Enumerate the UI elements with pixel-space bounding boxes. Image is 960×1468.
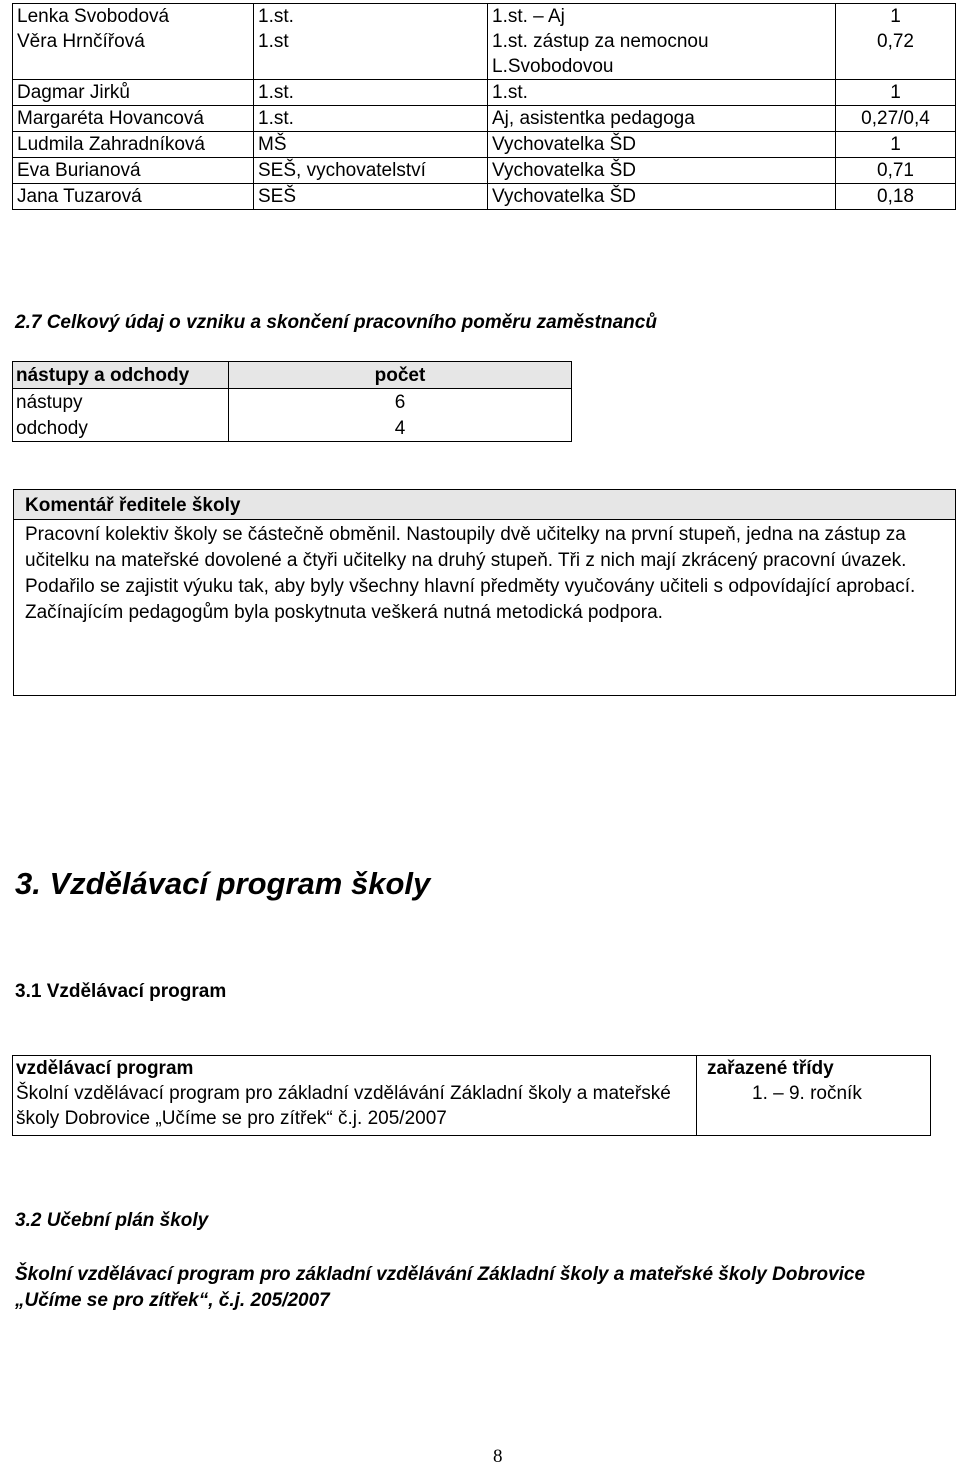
table-row <box>13 415 572 442</box>
staff-row <box>13 106 956 132</box>
staff-row <box>13 158 956 184</box>
staff-position <box>488 106 836 132</box>
row-label: odchody <box>13 415 229 442</box>
table-row <box>13 1081 931 1136</box>
staff-position-line: 1.st. <box>492 82 528 103</box>
staff-fte-line: 1 <box>890 6 901 27</box>
staff-position-line: 1.st. zástup za nemocnou <box>492 31 709 52</box>
comment-text: Pracovní kolektiv školy se částečně obměnil. Nastoupily dvě učitelky na první stupeň, jedna na zástup za učitelku na mateřské dovolené a čtyři učitelky na druhý stupeň. Tři z nich mají zkrácený pracovní úvazek. Podařilo se zajistit výuku tak, aby byly všechny hlavní předměty vyučovány učiteli s odpovídající aprobací. Začínajícím pedagogům byla poskytnuta veškerá nutná metodická podpora. <box>25 524 916 623</box>
entries-exits-table <box>12 361 572 442</box>
staff-qualification-line: SEŠ, vychovatelství <box>258 160 426 181</box>
staff-fte <box>836 132 956 158</box>
staff-fte-line: 0,18 <box>877 186 914 207</box>
staff-qualification-line: 1.st. <box>258 108 294 129</box>
program-classes: 1. – 9. ročník <box>697 1081 931 1136</box>
staff-table-body <box>13 4 956 210</box>
staff-qualification <box>254 132 488 158</box>
staff-row <box>13 80 956 106</box>
staff-name-line: Věra Hrnčířová <box>17 31 145 52</box>
staff-qualification <box>254 4 488 80</box>
page-number: 8 <box>493 1446 503 1467</box>
comment-title: Komentář ředitele školy <box>14 490 955 520</box>
staff-name-line: Jana Tuzarová <box>17 186 142 207</box>
staff-table <box>12 3 956 210</box>
row-value: 4 <box>229 415 572 442</box>
staff-qualification-line: SEŠ <box>258 186 297 207</box>
director-comment-box <box>13 489 956 696</box>
staff-name <box>13 132 254 158</box>
staff-qualification <box>254 158 488 184</box>
section-heading-3-1: 3.1 Vzdělávací program <box>15 981 227 1002</box>
staff-qualification-line: 1.st <box>258 31 289 52</box>
staff-position <box>488 158 836 184</box>
staff-position-line: Vychovatelka ŠD <box>492 134 636 155</box>
staff-position-line: Vychovatelka ŠD <box>492 186 636 207</box>
staff-position-line: Aj, asistentka pedagoga <box>492 108 695 129</box>
staff-qualification <box>254 80 488 106</box>
section-heading-2-7: 2.7 Celkový údaj o vzniku a skončení pracovního poměru zaměstnanců <box>15 312 657 333</box>
staff-position <box>488 80 836 106</box>
staff-name <box>13 80 254 106</box>
staff-qualification-line: 1.st. <box>258 82 294 103</box>
staff-fte-line: 1 <box>890 82 901 103</box>
staff-qualification <box>254 184 488 210</box>
staff-name <box>13 106 254 132</box>
staff-position <box>488 4 836 80</box>
staff-position-line: L.Svobodovou <box>492 56 614 77</box>
section-heading-3: 3. Vzdělávací program školy <box>15 866 431 901</box>
staff-fte-line: 0,27/0,4 <box>861 108 930 129</box>
staff-qualification-line: 1.st. <box>258 6 294 27</box>
staff-fte <box>836 106 956 132</box>
staff-row <box>13 184 956 210</box>
staff-fte <box>836 80 956 106</box>
table-header-row <box>13 1056 931 1082</box>
staff-fte-line: 1 <box>890 134 901 155</box>
staff-position-line: Vychovatelka ŠD <box>492 160 636 181</box>
table-header-row <box>13 362 572 389</box>
staff-position <box>488 132 836 158</box>
program-name: Školní vzdělávací program pro základní vzdělávání Základní školy a mateřské školy Dobrovice „Učíme se pro zítřek“ č.j. 205/2007 <box>13 1081 697 1136</box>
staff-fte <box>836 4 956 80</box>
staff-name <box>13 4 254 80</box>
staff-fte <box>836 158 956 184</box>
staff-name-line: Dagmar Jirků <box>17 82 130 103</box>
staff-fte-line: 0,71 <box>877 160 914 181</box>
staff-name-line: Eva Burianová <box>17 160 141 181</box>
staff-fte-line: 0,72 <box>877 31 914 52</box>
staff-name-line: Lenka Svobodová <box>17 6 170 27</box>
staff-name-line: Ludmila Zahradníková <box>17 134 205 155</box>
table-row <box>13 389 572 416</box>
header-program: vzdělávací program <box>13 1056 697 1082</box>
header-classes: zařazené třídy <box>697 1056 931 1082</box>
staff-position <box>488 184 836 210</box>
staff-qualification <box>254 106 488 132</box>
header-cell: nástupy a odchody <box>13 362 229 389</box>
staff-name-line: Margaréta Hovancová <box>17 108 204 129</box>
staff-position-line: 1.st. – Aj <box>492 6 565 27</box>
staff-fte <box>836 184 956 210</box>
staff-name <box>13 158 254 184</box>
header-cell: počet <box>229 362 572 389</box>
staff-qualification-line: MŠ <box>258 134 287 155</box>
row-value: 6 <box>229 389 572 416</box>
curriculum-plan-text: Školní vzdělávací program pro základní vzdělávání Základní školy a mateřské školy Dobrovice „Učíme se pro zítřek“, č.j. 205/2007 <box>15 1264 866 1311</box>
row-label: nástupy <box>13 389 229 416</box>
section-heading-3-2: 3.2 Učební plán školy <box>15 1210 209 1231</box>
staff-row <box>13 4 956 80</box>
staff-row <box>13 132 956 158</box>
staff-name <box>13 184 254 210</box>
education-program-table <box>12 1055 931 1136</box>
